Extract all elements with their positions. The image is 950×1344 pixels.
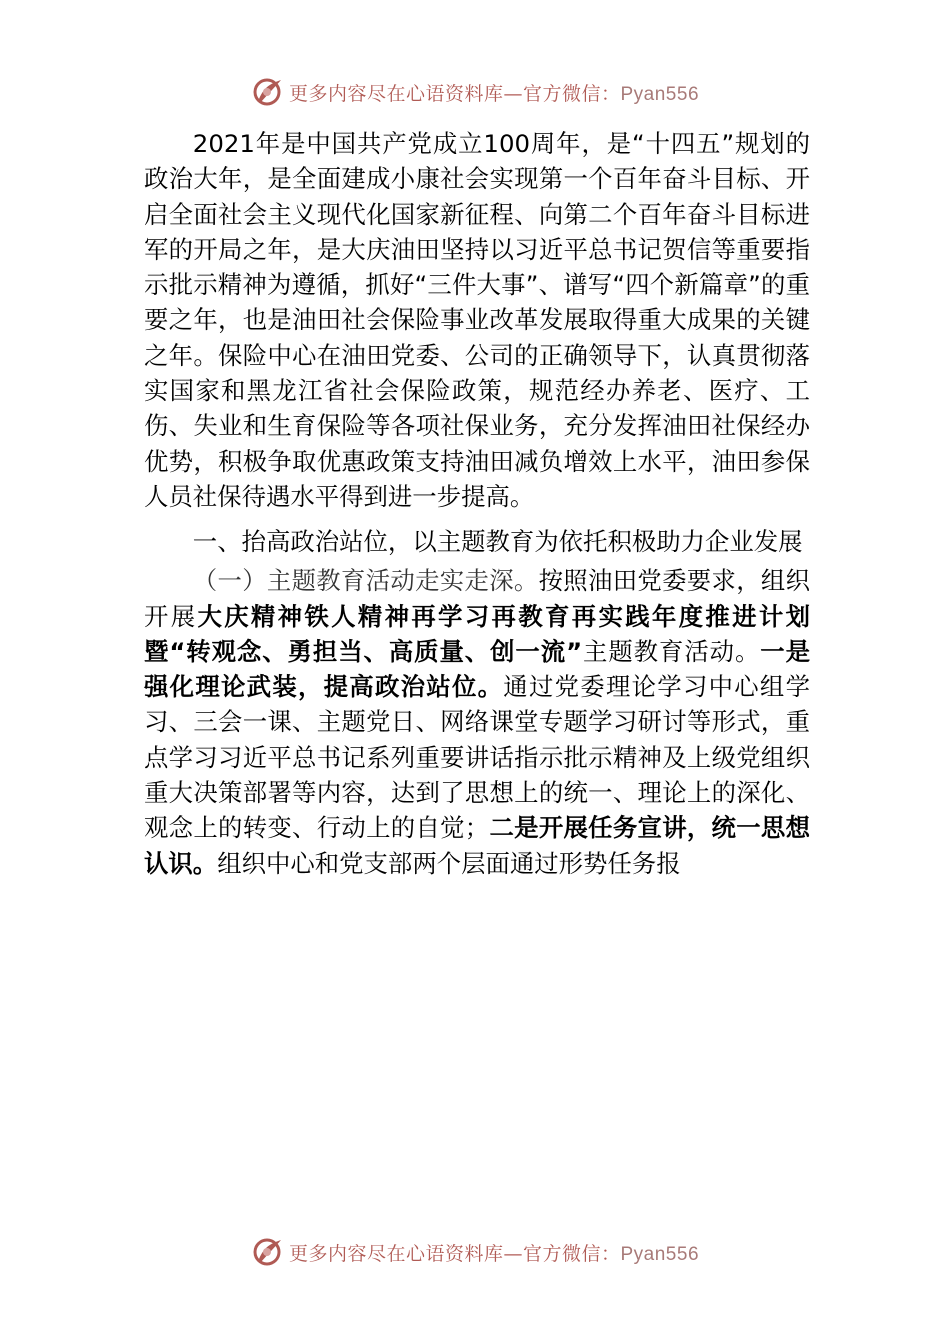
- document-body: [144, 126, 810, 881]
- bold-phrase: 二是开展任务宣讲，统一思想认识。: [144, 813, 810, 878]
- intro-paragraph: 2021年是中国共产党成立100周年，是“十四五”规划的政治大年，是全面建成小康社会实现第一个百年奋斗目标、开启全面社会主义现代化国家新征程、向第二个百年奋斗目标进军的开局之年，是大庆油田坚持以习近平总书记贺信等重要指示批示精神为遵循，抓好“三件大事”、谱写“四个新篇章”的重要之年，也是油田社会保险事业改革发展取得重大成果的关键之年。保险中心在油田党委、公司的正确领导下，认真贯彻落实国家和黑龙江省社会保险政策，规范经办养老、医疗、工伤、失业和生育保险等各项社保业务，充分发挥油田社保经办优势，积极争取优惠政策支持油田减负增效上水平，油田参保人员社保待遇水平得到进一步提高。: [144, 129, 810, 511]
- section-paragraph-1: （一）主题教育活动走实走深。按照油田党委要求，组织开展大庆精神铁人精神再学习再教育再实践年度推进计划暨“转观念、勇担当、高质量、创一流”主题教育活动。一是强化理论武装，提高政治站位。通过党委理论学习中心组学习、三会一课、主题党日、网络课堂专题学习研讨等形式，重点学习习近平总书记系列重要讲话指示批示精神及上级党组织重大决策部署等内容，达到了思想上的统一、理论上的深化、观念上的转变、行动上的自觉；二是开展任务宣讲，统一思想认识。组织中心和党支部两个层面通过形势任务报: [144, 566, 810, 878]
- watermark-text: 更多内容尽在心语资料库—官方微信：Pyan556: [288, 82, 700, 105]
- subsection-lead: （一）主题教育活动走实走深。: [192, 566, 539, 596]
- watermark-footer: [0, 1232, 950, 1272]
- wechat-id: Pyan556: [620, 1243, 700, 1265]
- section-heading-1: 一、抬高政治站位，以主题教育为依托积极助力企业发展: [192, 527, 803, 557]
- logo-icon: [251, 75, 285, 109]
- watermark-text: 更多内容尽在心语资料库—官方微信：Pyan556: [288, 1242, 700, 1265]
- watermark-header: [0, 72, 950, 112]
- bold-phrase: 大庆精神铁人精神再学习再教育再实践年度推进计划暨“转观念、勇担当、高质量、创一流”: [144, 601, 810, 666]
- logo-icon: [251, 1235, 285, 1269]
- wechat-id: Pyan556: [620, 83, 700, 105]
- bold-phrase: 一是强化理论武装，提高政治站位。: [144, 636, 810, 702]
